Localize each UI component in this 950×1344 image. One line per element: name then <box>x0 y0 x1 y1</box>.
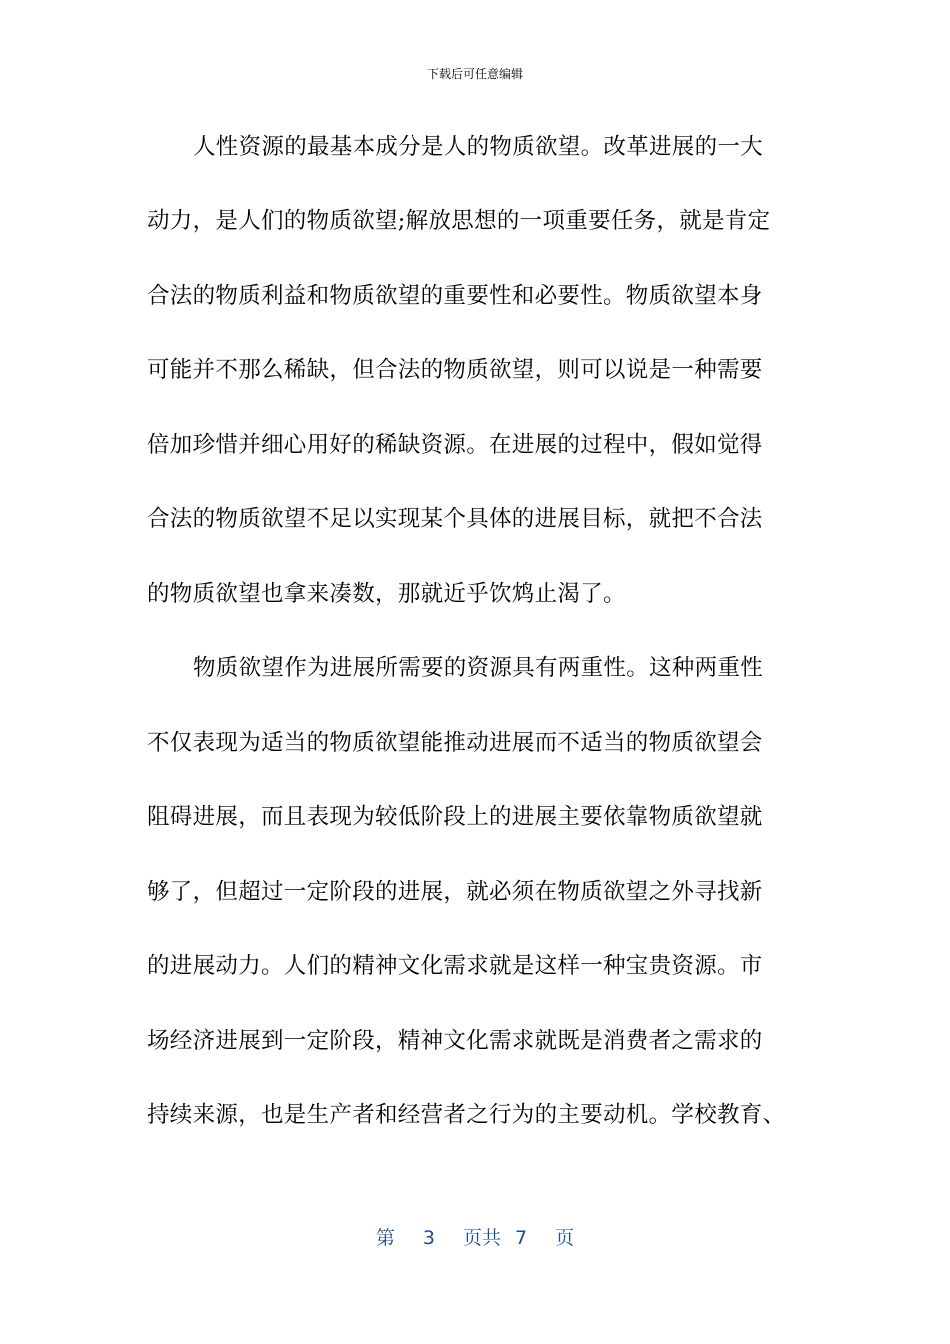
page-header: 下载后可任意编辑 <box>426 67 523 81</box>
body-line-13: 场经济进展到一定阶段，精神文化需求就既是消费者之需求的 <box>147 1028 763 1054</box>
footer-total-pages: 7 <box>515 1227 528 1249</box>
footer-current-page: 3 <box>422 1227 435 1249</box>
body-line-3: 合法的物质利益和物质欲望的重要性和必要性。物质欲望本身 <box>147 283 763 309</box>
body-line-4: 可能并不那么稀缺，但合法的物质欲望，则可以说是一种需要 <box>147 357 763 383</box>
body-line-10: 阻碍进展，而且表现为较低阶段上的进展主要依靠物质欲望就 <box>147 804 763 830</box>
body-line-6: 合法的物质欲望不足以实现某个具体的进展目标，就把不合法 <box>147 506 763 532</box>
body-line-8: 物质欲望作为进展所需要的资源具有两重性。这种两重性 <box>193 655 764 681</box>
body-line-5: 倍加珍惜并细心用好的稀缺资源。在进展的过程中，假如觉得 <box>147 432 763 458</box>
footer-middle: 页共 <box>462 1227 501 1249</box>
body-line-2: 动力，是人们的物质欲望;解放思想的一项重要任务，就是肯定 <box>147 208 771 234</box>
body-line-14: 持续来源，也是生产者和经营者之行为的主要动机。学校教育、 <box>147 1102 786 1128</box>
footer-prefix: 第 <box>375 1227 395 1249</box>
page-footer <box>0 1226 950 1250</box>
footer-suffix: 页 <box>555 1227 575 1249</box>
body-line-7: 的物质欲望也拿来凑数，那就近乎饮鸩止渴了。 <box>147 581 626 607</box>
body-line-9: 不仅表现为适当的物质欲望能推动进展而不适当的物质欲望会 <box>147 730 763 756</box>
body-line-1: 人性资源的最基本成分是人的物质欲望。改革进展的一大 <box>193 134 764 160</box>
body-line-12: 的进展动力。人们的精神文化需求就是这样一种宝贵资源。市 <box>147 953 763 979</box>
body-line-11: 够了，但超过一定阶段的进展，就必须在物质欲望之外寻找新 <box>147 879 763 905</box>
